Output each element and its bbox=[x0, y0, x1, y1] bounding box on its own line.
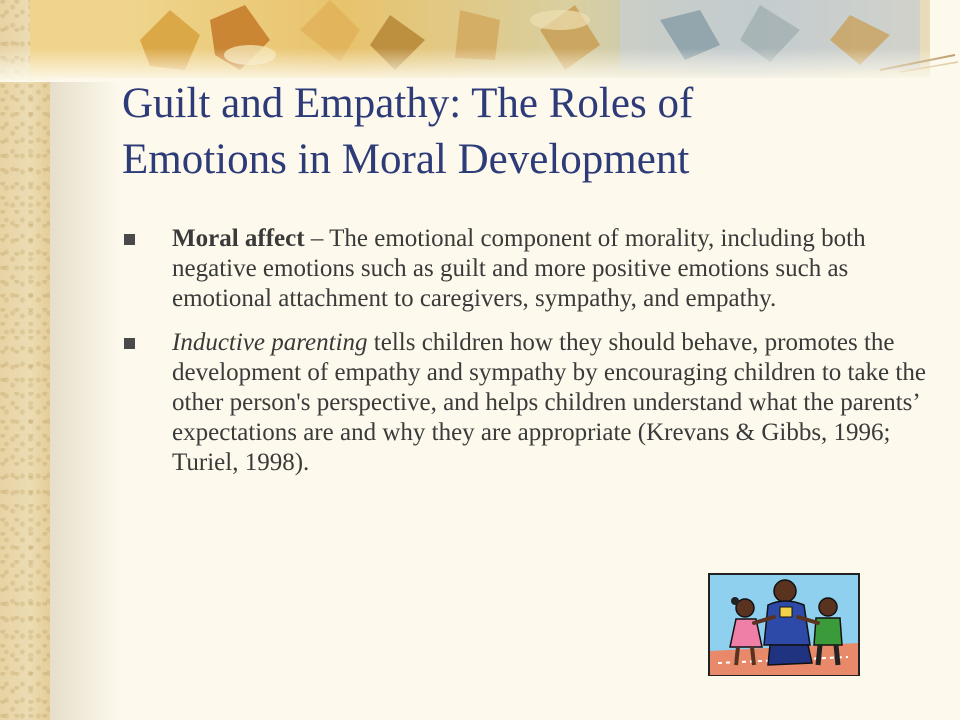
bullet-moral-affect bbox=[122, 224, 932, 314]
square-bullet-icon bbox=[124, 338, 135, 349]
bullet-list bbox=[122, 224, 932, 492]
slide-title bbox=[122, 76, 922, 188]
bullet-term: Moral affect bbox=[172, 225, 305, 252]
square-bullet-icon bbox=[124, 234, 135, 245]
bullet-text: – The emotional component of morality, including both negative emotions such as guilt and more positive emotions such as emotional attachment to caregivers, sympathy, and empathy. bbox=[172, 225, 866, 312]
title-line-1: Guilt and Empathy: The Roles of bbox=[122, 80, 694, 127]
strip-shadow bbox=[50, 0, 120, 720]
parchment-strip bbox=[0, 0, 50, 720]
bullet-inductive-parenting bbox=[122, 328, 932, 478]
family-clipart-icon bbox=[708, 573, 860, 676]
bullet-text: tells children how they should behave, promotes the development of empathy and sympathy by encouraging children to take the other person's perspective, and helps children understand what the parents’ expectations are and why they are appropriate (Krevans & Gibbs, 1996; Turiel, 1998). bbox=[172, 329, 926, 476]
leaf-banner-decoration bbox=[0, 0, 960, 82]
title-line-2: Emotions in Moral Development bbox=[122, 136, 690, 183]
bullet-term: Inductive parenting bbox=[172, 329, 368, 356]
